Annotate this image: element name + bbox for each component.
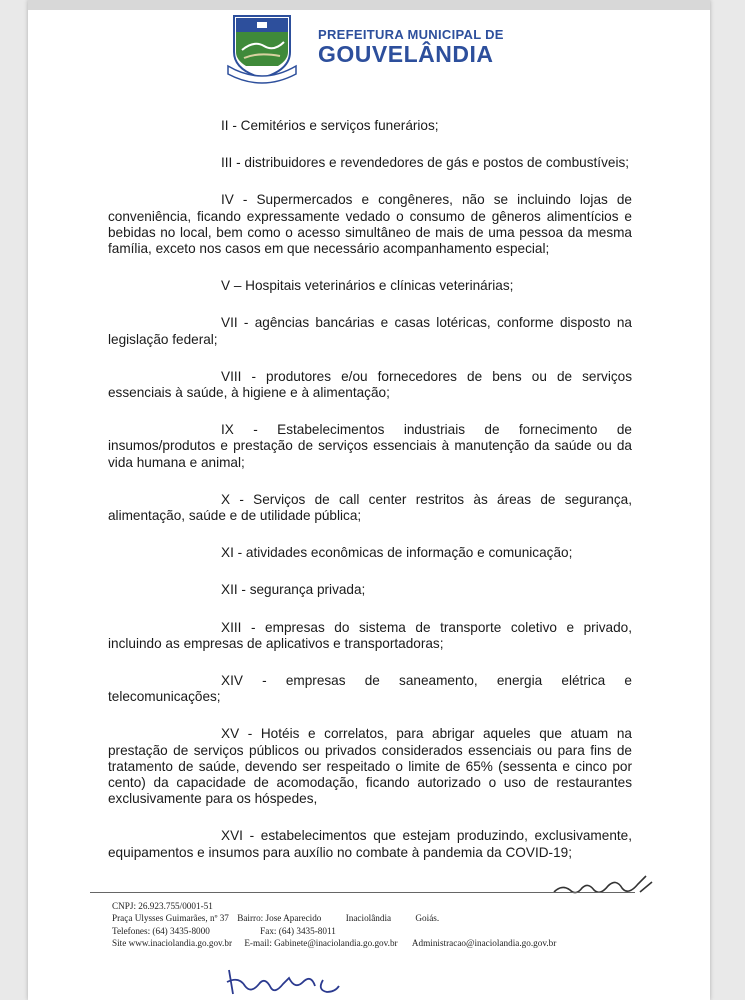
municipality-header — [318, 27, 504, 68]
list-item: VII - agências bancárias e casas lotéricas, conforme disposto na legislação federal; — [108, 315, 632, 347]
footer-contact-info — [112, 900, 672, 950]
handwritten-signature — [223, 960, 353, 1000]
footer-fax: Fax: (64) 3435-8011 — [260, 925, 336, 936]
header-line-1: PREFEITURA MUNICIPAL DE — [318, 27, 504, 42]
footer-phone: Telefones: (64) 3435-8000 — [112, 925, 210, 936]
footer-address: Praça Ulysses Guimarães, nº 37 — [112, 913, 229, 924]
footer-city: Inaciolândia — [345, 913, 392, 924]
decree-items-list — [108, 118, 632, 882]
footer-email-gabinete: E-mail: Gabinete@inaciolandia.go.gov.br — [244, 938, 398, 949]
list-item: II - Cemitérios e serviços funerários; — [221, 118, 439, 133]
document-page — [28, 0, 710, 1000]
footer-email-administracao: Administracao@inaciolandia.go.gov.br — [411, 938, 557, 949]
list-item: XIV - empresas de saneamento, energia elétrica e telecomunicações; — [108, 673, 632, 705]
list-item: XVI - estabelecimentos que estejam produzindo, exclusivamente, equipamentos e insumos para auxílio no combate à pandemia da COVID-19; — [108, 828, 632, 860]
list-item: VIII - produtores e/ou fornecedores de bens ou de serviços essenciais à saúde, à higiene e à alimentação; — [108, 368, 632, 401]
list-item: XIII - empresas do sistema de transporte coletivo e privado, incluindo as empresas de aplicativos e transportadoras; — [108, 619, 632, 651]
footer-divider — [90, 892, 635, 893]
footer-site: Site www.inaciolandia.go.gov.br — [112, 938, 233, 949]
list-item: XV - Hotéis e correlatos, para abrigar aqueles que atuam na prestação de serviços públicos ou privados considerados essenciais ou para fins de tratamento de saúde, devendo ser respeitado o limite de 65% (sessenta e cinco por cento) da capacidade de acomodação, ficando autorizado o uso de restaurantes exclusivamente para os hóspedes, — [108, 726, 632, 807]
footer-district: Bairro: Jose Aparecido — [237, 913, 322, 924]
list-item: V – Hospitais veterinários e clínicas veterinárias; — [221, 278, 514, 294]
list-item: XI - atividades econômicas de informação e comunicação; — [221, 545, 573, 561]
header-municipality-name: GOUVELÂNDIA — [318, 41, 494, 67]
footer-cnpj: CNPJ: 26.923.755/0001-51 — [112, 901, 213, 911]
page-top-edge — [28, 0, 710, 10]
list-item: X - Serviços de call center restritos às áreas de segurança, alimentação, saúde e de utilidade pública; — [108, 491, 632, 524]
list-item: IX - Estabelecimentos industriais de fornecimento de insumos/produtos e prestação de serviços essenciais à manutenção da saúde ou da vida humana e animal; — [108, 422, 632, 470]
footer-state: Goiás. — [415, 913, 440, 924]
list-item: IV - Supermercados e congêneres, não se incluindo lojas de conveniência, ficando expressamente vedado o consumo de gêneros alimentícios e bebidas no local, bem como o acesso simultâneo de mais de uma pessoa da mesma família, exceto nos casos em que necessário acompanhamento especial; — [108, 192, 632, 257]
municipal-crest-logo — [222, 12, 302, 84]
list-item: III - distribuidores e revendedores de gás e postos de combustíveis; — [221, 155, 630, 171]
list-item: XII - segurança privada; — [221, 582, 366, 598]
